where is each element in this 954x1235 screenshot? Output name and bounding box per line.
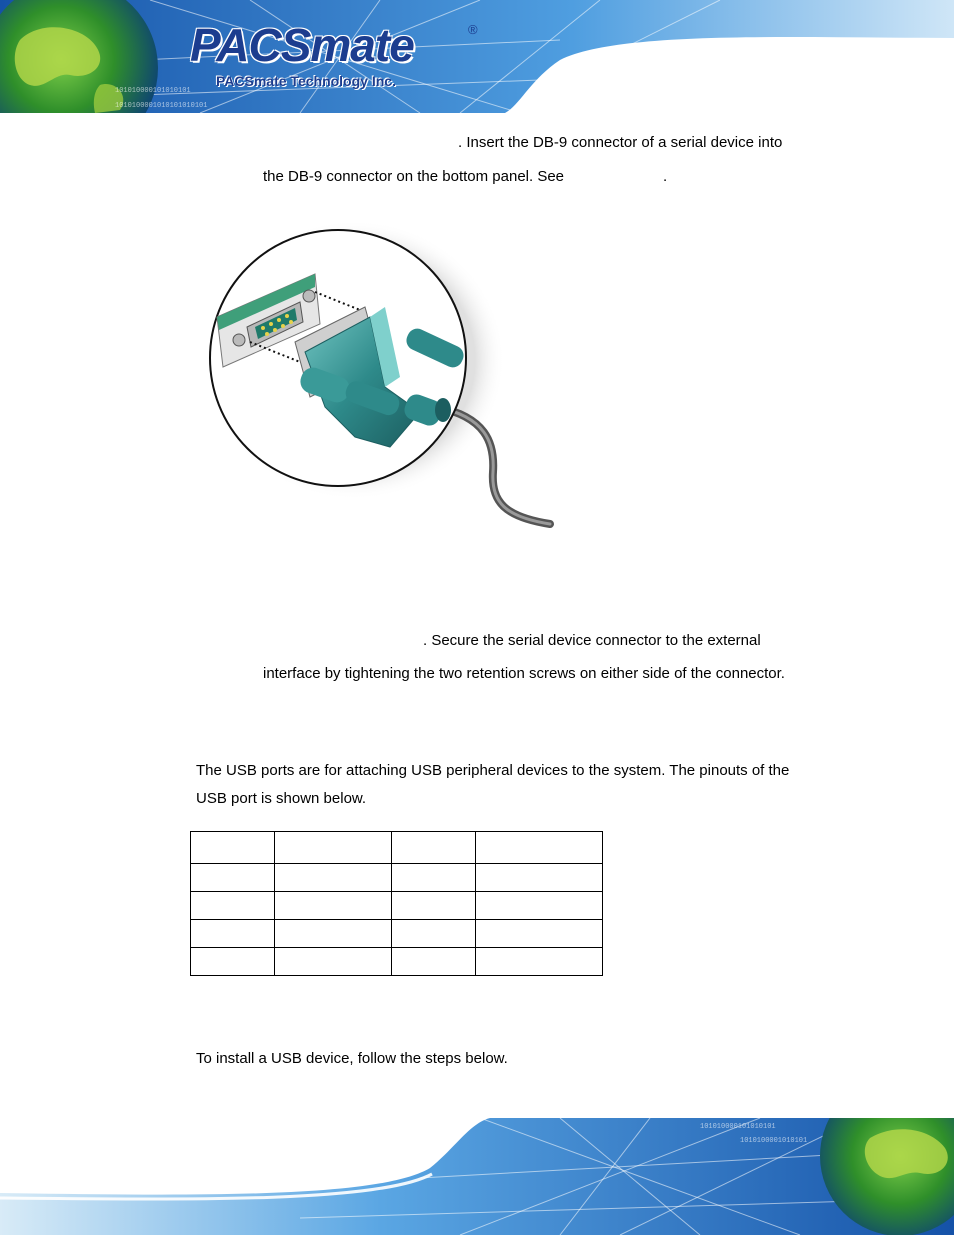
svg-text:1010100001010101: 1010100001010101: [740, 1137, 808, 1145]
table-cell: [191, 892, 275, 920]
svg-text:101010000101010101: 101010000101010101: [700, 1123, 776, 1131]
table-cell: [191, 864, 275, 892]
table-cell: [476, 948, 603, 976]
usb-pinout-table: [190, 831, 603, 976]
table-cell: [392, 920, 476, 948]
table-cell: [392, 948, 476, 976]
table-cell: [191, 920, 275, 948]
page-footer: [0, 1118, 954, 1235]
serial-connector-illustration: [205, 212, 555, 532]
table-cell: [476, 832, 603, 864]
table-cell: [392, 864, 476, 892]
page-header: [0, 0, 954, 113]
usb-install-intro: To install a USB device, follow the steps below.: [196, 1050, 508, 1067]
table-row: [191, 864, 603, 892]
step-secure-line2: interface by tightening the two retention screws on either side of the connector.: [263, 665, 785, 682]
brand-logo: PACSmate: [190, 19, 414, 71]
table-cell: [275, 864, 392, 892]
step-insert-line2-period: .: [663, 168, 668, 185]
table-cell: [191, 948, 275, 976]
step-insert-line2: the DB-9 connector on the bottom panel. See: [263, 168, 565, 185]
serial-connector-figure: [205, 212, 555, 532]
step-secure-line1: . Secure the serial device connector to the external: [423, 632, 761, 649]
table-cell: [275, 920, 392, 948]
table-row: [191, 892, 603, 920]
header-banner-graphic: [0, 0, 954, 113]
table-cell: [392, 892, 476, 920]
table-cell: [275, 948, 392, 976]
table-cell: [392, 832, 476, 864]
usb-intro-line1: The USB ports are for attaching USB peripheral devices to the system. The pinouts of the: [196, 762, 790, 779]
table-row: [191, 948, 603, 976]
table-cell: [476, 892, 603, 920]
step-insert-line1: . Insert the DB-9 connector of a serial device into: [458, 134, 783, 151]
company-name: PACSmate Technology Inc.: [216, 73, 396, 89]
table-cell: [476, 864, 603, 892]
footer-banner-graphic: [0, 1118, 954, 1235]
usb-intro-line2: USB port is shown below.: [196, 790, 367, 807]
table-cell: [275, 832, 392, 864]
table-cell: [275, 892, 392, 920]
table-cell: [476, 920, 603, 948]
svg-text:101010000101010101: 101010000101010101: [115, 87, 191, 95]
table-row: [191, 832, 603, 864]
registered-mark: ®: [468, 22, 478, 37]
svg-text:1010100001010101010101: 1010100001010101010101: [115, 102, 208, 110]
table-cell: [191, 832, 275, 864]
table-row: [191, 920, 603, 948]
